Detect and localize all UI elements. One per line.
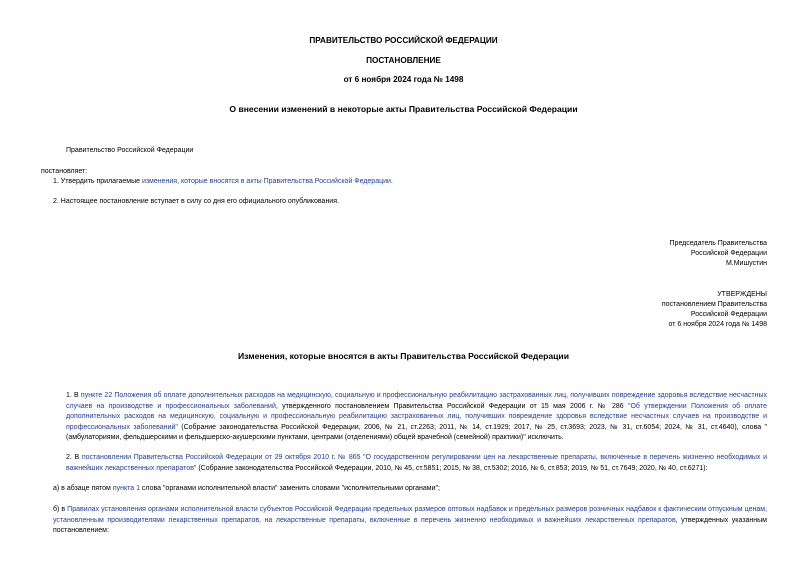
- change-paragraph-2: [66, 453, 767, 474]
- p2-a: 2. В: [66, 454, 82, 461]
- issuer-line: Правительство Российской Федерации: [66, 147, 194, 154]
- pb-link-1[interactable]: Правилах установления органами исполнительной власти субъектов Российской Федерации предельных размеров оптовых надбавок и предельных размеров розничных надбавок к фактическим отпускным ценам, установленным производителями лекарственных препаратов, на лекарственные препараты, включенные в перечень жизненно необходимых и важнейших лекарственных препаратов: [53, 506, 767, 524]
- changes-title: Изменения, которые вносятся в акты Правительства Российской Федерации: [237, 351, 569, 361]
- changes-link[interactable]: изменения, которые вносятся в акты Правительства Российской Федерации: [141, 178, 391, 185]
- p1-link-1[interactable]: пункте 22 Положения об оплате дополнительных расходов на медицинскую, социальную и профессиональную реабилитацию застрахованных лиц, получивших повреждение здоровья вследствие несчастных случаев на производстве и профессиональных заболеваний: [66, 392, 767, 410]
- change-paragraph-1: [66, 391, 767, 444]
- change-subitem-b: [53, 505, 767, 537]
- signature-name: М.Мишустин: [725, 260, 767, 267]
- government-heading: ПРАВИТЕЛЬСТВО РОССИЙСКОЙ ФЕДЕРАЦИИ: [309, 36, 498, 45]
- signature-position: Председатель Правительства: [669, 240, 767, 247]
- item-1-prefix: 1. Утвердить прилагаемые: [53, 178, 142, 185]
- pa-b: слова "органами исполнительной власти" заменить словами "исполнительными органами";: [139, 485, 440, 492]
- p2-b: (Собрание законодательства Российской Федерации, 2010, № 45, ст.5851; 2015, № 38, ст.5302; 2016, № 6, ст.853; 2019, № 51, ст.7649; 2020, № 40, ст.6271):: [196, 464, 708, 472]
- p1-c: (Собрание законодательства Российской Федерации, 2006, № 21, ст.2263; 2011, № 14, ст.1929; 2017, № 25, ст.3693; 2023, № 31, ст.6054; 2024, № 31, ст.4640), слова "(амбулаториями, фельдшерскими и фельдшерско-акушерскими пунктами, центрами (отделениями) общей врачебной (семейной) практики)" исключить.: [66, 423, 767, 441]
- item-1-suffix: .: [390, 178, 393, 185]
- document-date-number: от 6 ноября 2024 года № 1498: [343, 75, 464, 84]
- pb-a: б) в: [53, 506, 68, 513]
- pb-b: , утвержденных указанным постановлением:: [53, 516, 767, 534]
- document-title: О внесении изменений в некоторые акты Правительства Российской Федерации: [229, 104, 578, 114]
- p1-a: 1. В: [66, 392, 81, 399]
- change-subitem-a: [53, 484, 767, 495]
- item-2: 2. Настоящее постановление вступает в силу со дня его официального опубликования.: [53, 198, 339, 205]
- approved-label: УТВЕРЖДЕНЫ: [717, 291, 767, 298]
- pa-a: а) в абзаце пятом: [53, 485, 113, 492]
- approved-by: постановлением Правительства: [661, 301, 767, 308]
- item-1: [53, 177, 393, 188]
- document-type: ПОСТАНОВЛЕНИЕ: [366, 56, 441, 65]
- decrees-line: постановляет:: [41, 168, 88, 175]
- p1-link-2[interactable]: "Об утверждении Положения об оплате дополнительных расходов на медицинскую, социальную и профессиональную реабилитацию застрахованных лиц, получивших повреждение здоровья вследствие несчастных случаев на производстве и профессиональных заболеваний": [66, 402, 767, 431]
- approved-country: Российской Федерации: [690, 311, 767, 318]
- p2-link-1[interactable]: постановлении Правительства Российской Федерации от 29 октября 2010 г. № 865 "О государственном регулировании цен на лекарственные препараты, включенные в перечень жизненно необходимых и важнейших лекарственных препаратов": [66, 454, 767, 472]
- approved-date: от 6 ноября 2024 года № 1498: [668, 321, 767, 328]
- signature-country: Российской Федерации: [690, 250, 767, 257]
- pa-link-1[interactable]: пункта 1: [112, 485, 140, 492]
- p1-b: , утвержденного постановлением Правительства Российской Федерации от 15 мая 2006 г. № 286: [275, 402, 628, 410]
